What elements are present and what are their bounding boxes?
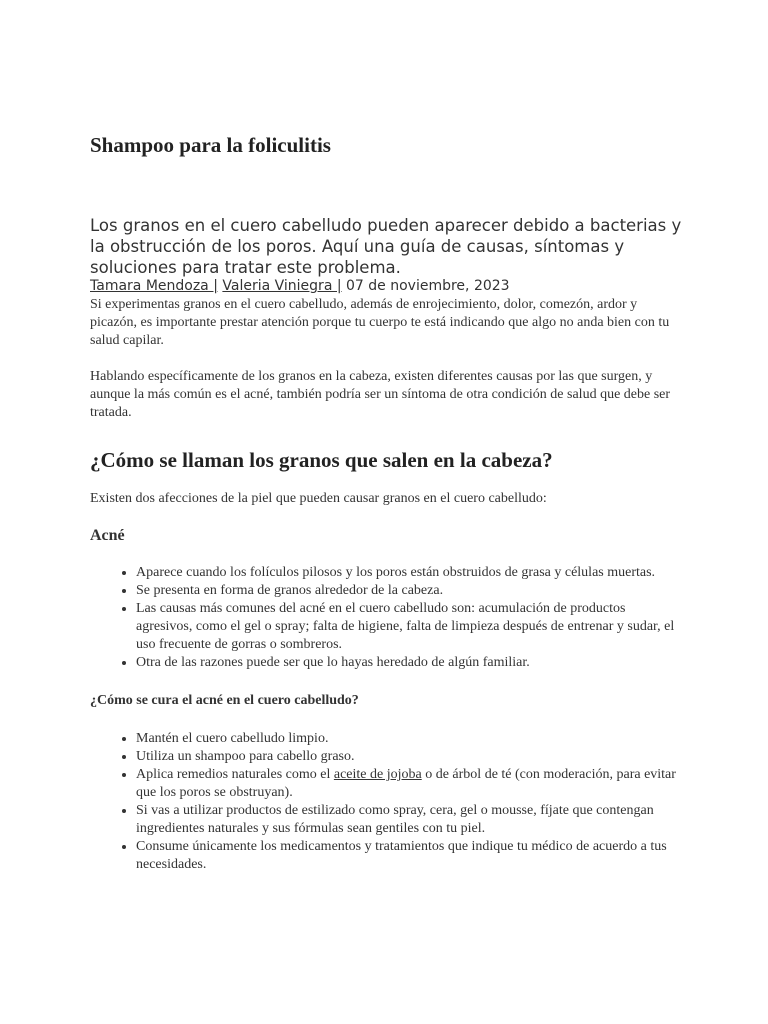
subheading-cura-acne: ¿Cómo se cura el acné en el cuero cabelludo?: [90, 693, 359, 708]
intro-paragraph-1: Si experimentas granos en el cuero cabelludo, además de enrojecimiento, dolor, comezón, ardor y picazón, es importante prestar atención porque tu cuerpo te está indicando que algo no anda bien con tu salud capilar.: [90, 297, 670, 348]
article-body: [90, 296, 682, 894]
list-item-text: o de árbol de té (con moderación, para evitar que los poros se obstruyan).: [136, 767, 676, 800]
author-link-tamara[interactable]: Tamara Mendoza |: [90, 278, 218, 294]
acne-list: [90, 564, 682, 672]
list-item: • Aparece cuando los folículos pilosos y los poros están obstruidos de grasa y células muertas.: [136, 564, 682, 582]
list-item: [136, 766, 682, 802]
intro-paragraph-2: Hablando específicamente de los granos en la cabeza, existen diferentes causas por las que surgen, y aunque la más común es el acné, también podría ser un síntoma de otra condición de salud que debe ser tratada.: [90, 369, 671, 420]
list-item: • Utiliza un shampoo para cabello graso.: [136, 748, 682, 766]
section-paragraph-afecciones: Existen dos afecciones de la piel que pueden causar granos en el cuero cabelludo:: [90, 491, 547, 506]
cure-list: [90, 730, 682, 874]
byline: [90, 276, 510, 296]
list-item: • Mantén el cuero cabelludo limpio.: [136, 730, 682, 748]
jojoba-oil-link[interactable]: aceite de jojoba: [333, 767, 422, 782]
list-item: • Se presenta en forma de granos alrededor de la cabeza.: [136, 582, 682, 600]
list-item: • Las causas más comunes del acné en el cuero cabelludo son: acumulación de productos agresivos, como el gel o spray; falta de higiene, falta de limpieza después de entrenar y sudar, el uso frecuente de gorras o sombreros.: [136, 600, 682, 654]
list-item: • Si vas a utilizar productos de estilizado como spray, cera, gel o mousse, fíjate que contengan ingredientes naturales y sus fórmulas sean gentiles con tu piel.: [136, 802, 682, 838]
subheading-acne: Acné: [90, 527, 125, 544]
section-heading-granos: ¿Cómo se llaman los granos que salen en la cabeza?: [90, 448, 553, 472]
list-item-text: Aplica remedios naturales como el: [136, 767, 334, 782]
list-item: • Consume únicamente los medicamentos y tratamientos que indique tu médico de acuerdo a tus necesidades.: [136, 838, 682, 874]
author-link-valeria[interactable]: Valeria Viniegra |: [222, 278, 342, 294]
article-title: Shampoo para la foliculitis: [90, 133, 331, 157]
list-item: • Otra de las razones puede ser que lo hayas heredado de algún familiar.: [136, 654, 682, 672]
article-lead: Los granos en el cuero cabelludo pueden aparecer debido a bacterias y la obstrucción de los poros. Aquí una guía de causas, síntomas y soluciones para tratar este problema.: [90, 216, 682, 277]
publish-date: 07 de noviembre, 2023: [341, 278, 510, 294]
